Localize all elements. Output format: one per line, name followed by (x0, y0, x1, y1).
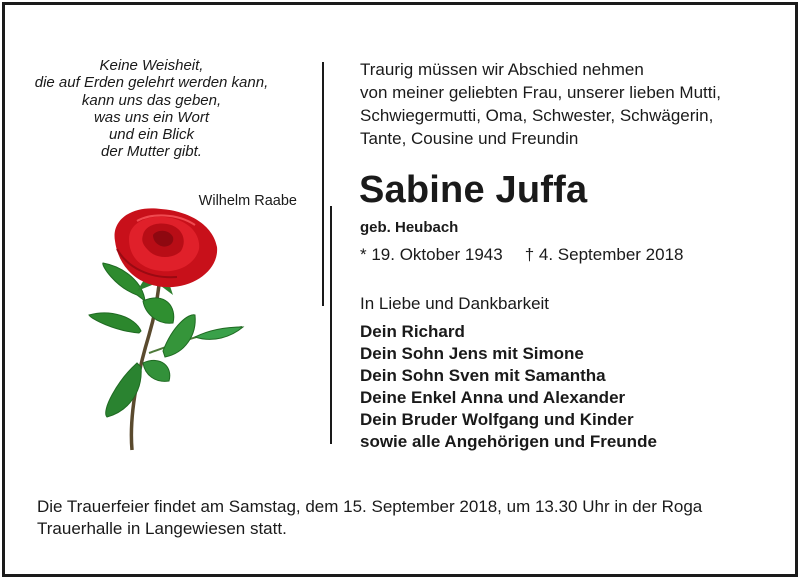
obituary-notice (2, 2, 798, 577)
mourner-entry: Dein Bruder Wolfgang und Kinder (360, 410, 634, 429)
deceased-name: Sabine Juffa (359, 169, 588, 211)
quote-line: die auf Erden gelehrt werden kann, (34, 74, 269, 92)
quote-block (25, 57, 278, 161)
closing-phrase: In Liebe und Dankbarkeit (360, 294, 550, 313)
announcement-line: Traurig müssen wir Abschied nehmen (360, 60, 644, 79)
mourner-entry: sowie alle Angehörigen und Freunde (360, 432, 657, 451)
quote-line: der Mutter gibt. (101, 143, 202, 161)
quote-line: und ein Blick (108, 126, 195, 144)
mourners-list (360, 321, 657, 453)
quote-line: was uns ein Wort (93, 108, 210, 126)
quote-line: kann uns das geben, (81, 91, 222, 109)
announcement-line: Schwiegermutti, Oma, Schwester, Schwägerin, (360, 106, 714, 125)
announcement-line: Tante, Cousine und Freundin (360, 129, 579, 148)
life-dates (360, 245, 684, 265)
mourner-entry: Dein Sohn Jens mit Simone (360, 344, 584, 363)
mourner-entry: Dein Sohn Sven mit Samantha (360, 366, 606, 385)
quote-line: Keine Weisheit, (99, 57, 204, 74)
birth-date: * 19. Oktober 1943 (360, 245, 503, 264)
maiden-name: geb. Heubach (360, 219, 459, 236)
mourner-entry: Deine Enkel Anna und Alexander (360, 388, 626, 407)
mourner-entry: Dein Richard (360, 322, 465, 341)
divider-lower (330, 206, 332, 444)
quote-author: Wilhelm Raabe (198, 193, 297, 209)
divider-upper (322, 62, 324, 306)
red-rose-image (77, 205, 252, 455)
funeral-details: Die Trauerfeier findet am Samstag, dem 15. September 2018, um 13.30 Uhr in der Roga Trauerhalle in Langewiesen statt. (37, 497, 703, 538)
death-date: † 4. September 2018 (524, 245, 684, 264)
announcement-line: von meiner geliebten Frau, unserer lieben Mutti, (360, 83, 721, 102)
announcement-text (360, 58, 721, 150)
